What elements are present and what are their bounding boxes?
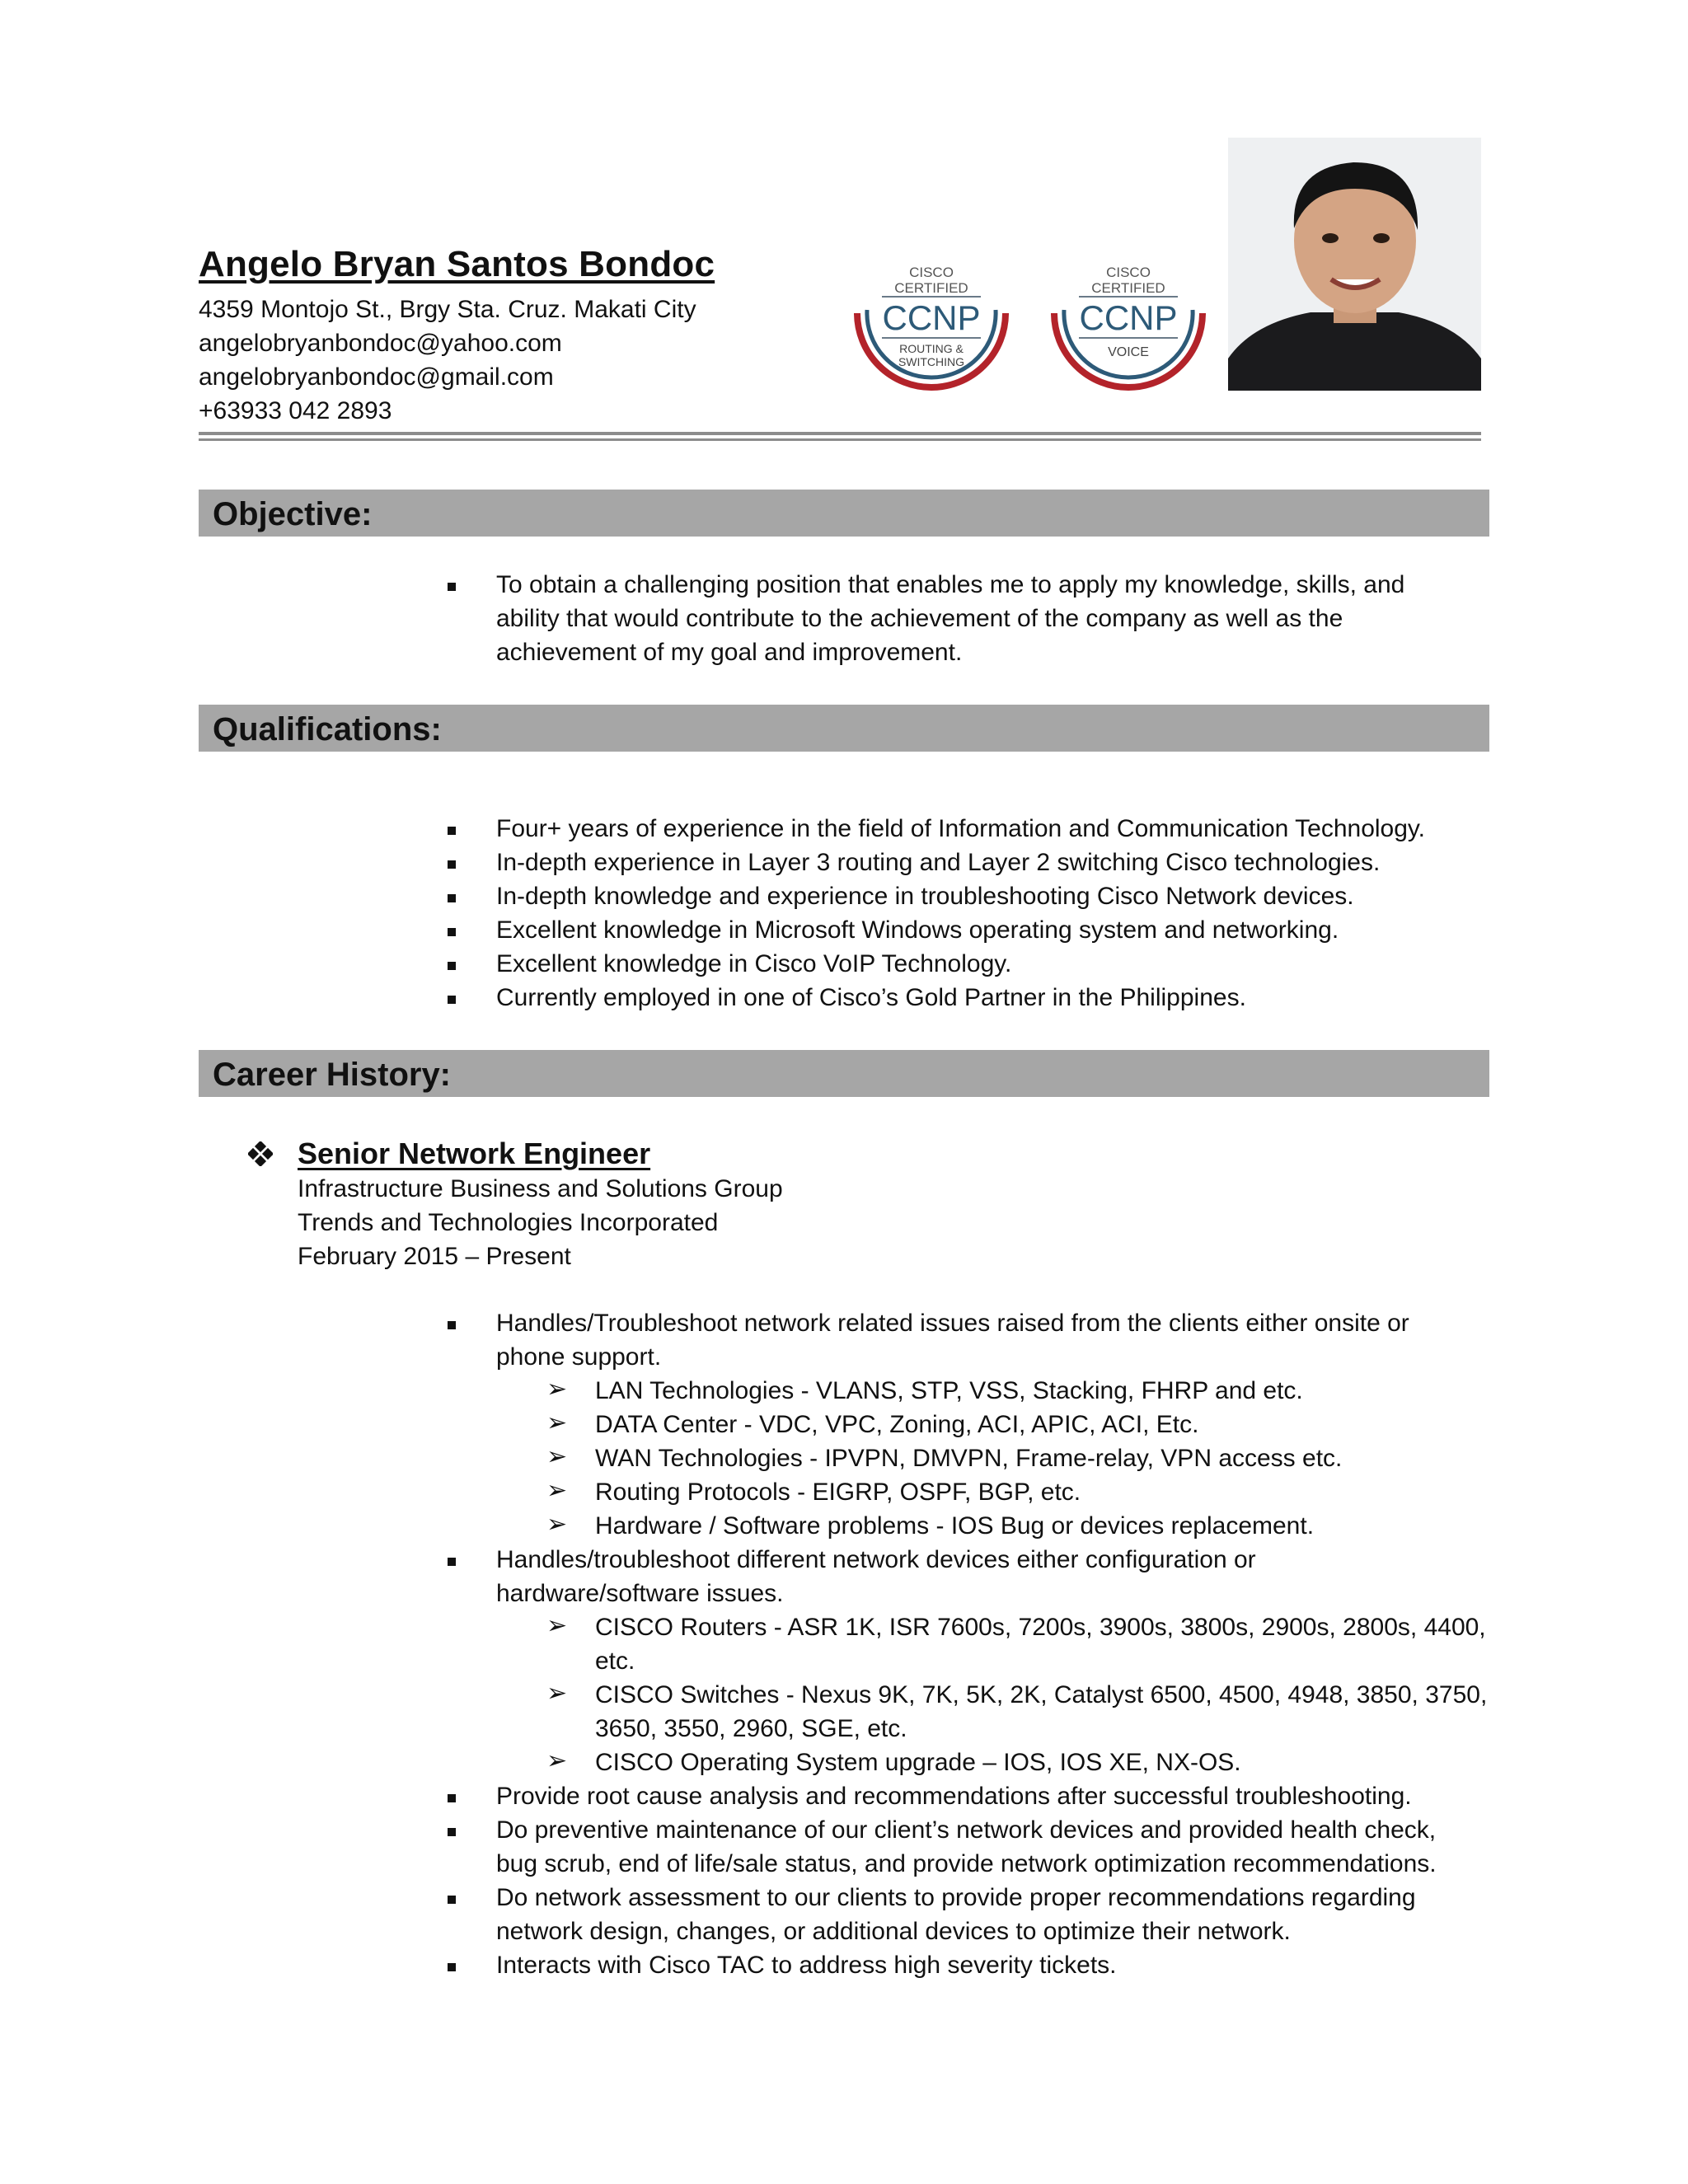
duty-1-sub-item: Routing Protocols - EIGRP, OSPF, BGP, etc. — [595, 1479, 1081, 1506]
header-rule-bottom — [199, 438, 1481, 441]
badge1-certified-text: CERTIFIED — [894, 280, 968, 296]
bullet-square — [448, 1794, 456, 1802]
duty-2-sub-item: CISCO Operating System upgrade – IOS, IOS XE, NX-OS. — [595, 1749, 1241, 1776]
bullet-square — [448, 1963, 456, 1971]
bullet-square — [448, 860, 456, 869]
arrow-bullet-icon: ➢ — [546, 1409, 568, 1436]
qualification-item: In-depth knowledge and experience in troubleshooting Cisco Network devices. — [496, 883, 1354, 910]
duty-1-sub-item: DATA Center - VDC, VPC, Zoning, ACI, APIC, ACI, Etc. — [595, 1411, 1199, 1438]
qualification-item: Four+ years of experience in the field of Information and Communication Technology. — [496, 815, 1426, 842]
profile-photo — [1228, 138, 1481, 391]
qualification-item: In-depth experience in Layer 3 routing and Layer 2 switching Cisco technologies. — [496, 849, 1381, 876]
arrow-bullet-icon: ➢ — [546, 1376, 568, 1403]
job-dates: February 2015 – Present — [298, 1243, 571, 1270]
candidate-name: Angelo Bryan Santos Bondoc — [199, 244, 715, 284]
arrow-bullet-icon: ➢ — [546, 1747, 568, 1774]
duty-6-line-1: Interacts with Cisco TAC to address high severity tickets. — [496, 1952, 1117, 1979]
duty-3-line-1: Provide root cause analysis and recommendations after successful troubleshooting. — [496, 1783, 1412, 1810]
bullet-square — [448, 1896, 456, 1904]
email-gmail: angelobryanbondoc@gmail.com — [199, 363, 554, 391]
ccnp-voice-badge — [1036, 264, 1221, 391]
badge2-certified-text: CERTIFIED — [1091, 280, 1165, 296]
bullet-square — [448, 1321, 456, 1329]
duty-5-line-1: Do network assessment to our clients to provide proper recommendations regarding — [496, 1884, 1416, 1911]
ccnp-routing-switching-badge — [839, 264, 1024, 391]
bullet-square — [448, 928, 456, 936]
duty-1-sub-item: WAN Technologies - IPVPN, DMVPN, Frame-relay, VPN access etc. — [595, 1445, 1343, 1472]
badge1-sub2-text: SWITCHING — [898, 355, 965, 368]
objective-line-3: achievement of my goal and improvement. — [496, 639, 963, 666]
badge1-ccnp-text: CCNP — [882, 298, 981, 337]
email-yahoo: angelobryanbondoc@yahoo.com — [199, 330, 562, 357]
badge2-sub1-text: VOICE — [1108, 345, 1149, 359]
job-company: Trends and Technologies Incorporated — [298, 1209, 719, 1236]
duty-2-sub-item: CISCO Switches - Nexus 9K, 7K, 5K, 2K, Catalyst 6500, 4500, 4948, 3850, 3750, — [595, 1681, 1488, 1708]
diamond-bullet-icon — [248, 1141, 273, 1166]
bullet-square — [448, 962, 456, 970]
arrow-bullet-icon: ➢ — [546, 1680, 568, 1707]
duty-2-sub-item-cont: etc. — [595, 1647, 635, 1675]
badge2-ccnp-text: CCNP — [1079, 298, 1178, 337]
duty-2-sub-item-cont: 3650, 3550, 2960, SGE, etc. — [595, 1715, 907, 1742]
duty-1-sub-item: Hardware / Software problems - IOS Bug or devices replacement. — [595, 1512, 1315, 1540]
duty-2-line-1: Handles/troubleshoot different network devices either configuration or — [496, 1546, 1256, 1573]
arrow-bullet-icon: ➢ — [546, 1443, 568, 1470]
bullet-square — [448, 894, 456, 902]
portrait-image — [1228, 138, 1481, 391]
address: 4359 Montojo St., Brgy Sta. Cruz. Makati City — [199, 296, 696, 323]
qualification-item: Excellent knowledge in Cisco VoIP Technology. — [496, 950, 1012, 977]
job-title: Senior Network Engineer — [298, 1137, 651, 1170]
duty-1-line-2: phone support. — [496, 1343, 662, 1371]
duty-2-sub-item: CISCO Routers - ASR 1K, ISR 7600s, 7200s, 3900s, 3800s, 2900s, 2800s, 4400, — [595, 1614, 1486, 1641]
bullet-square — [448, 1558, 456, 1566]
objective-line-2: ability that would contribute to the achievement of the company as well as the — [496, 605, 1343, 632]
objective-line-1: To obtain a challenging position that enables me to apply my knowledge, skills, and — [496, 571, 1405, 598]
duty-4-line-2: bug scrub, end of life/sale status, and provide network optimization recommendations. — [496, 1850, 1437, 1877]
bullet-square — [448, 1828, 456, 1836]
duty-5-line-2: network design, changes, or additional devices to optimize their network. — [496, 1918, 1291, 1945]
duty-1-sub-item: LAN Technologies - VLANS, STP, VSS, Stacking, FHRP and etc. — [595, 1377, 1303, 1404]
bullet-square — [448, 827, 456, 835]
badge2-cisco-text: CISCO — [1106, 265, 1151, 280]
arrow-bullet-icon: ➢ — [546, 1477, 568, 1504]
qualification-item: Excellent knowledge in Microsoft Windows operating system and networking. — [496, 916, 1339, 944]
qualification-item: Currently employed in one of Cisco’s Gold Partner in the Philippines. — [496, 984, 1246, 1011]
badge1-sub1-text: ROUTING & — [899, 342, 964, 355]
section-objective-header: Objective: — [199, 490, 1489, 537]
section-qualifications-header: Qualifications: — [199, 705, 1489, 752]
duty-2-line-2: hardware/software issues. — [496, 1580, 784, 1607]
job-group: Infrastructure Business and Solutions Group — [298, 1175, 783, 1202]
phone-number: +63933 042 2893 — [199, 397, 392, 424]
bullet-square — [448, 996, 456, 1004]
duty-4-line-1: Do preventive maintenance of our client’s network devices and provided health check, — [496, 1816, 1437, 1844]
duty-1-line-1: Handles/Troubleshoot network related issues raised from the clients either onsite or — [496, 1310, 1409, 1337]
bullet-square — [448, 583, 456, 591]
section-career-history-header: Career History: — [199, 1050, 1489, 1097]
arrow-bullet-icon: ➢ — [546, 1612, 568, 1639]
badge1-cisco-text: CISCO — [909, 265, 954, 280]
header-rule-top — [199, 432, 1481, 435]
arrow-bullet-icon: ➢ — [546, 1511, 568, 1538]
